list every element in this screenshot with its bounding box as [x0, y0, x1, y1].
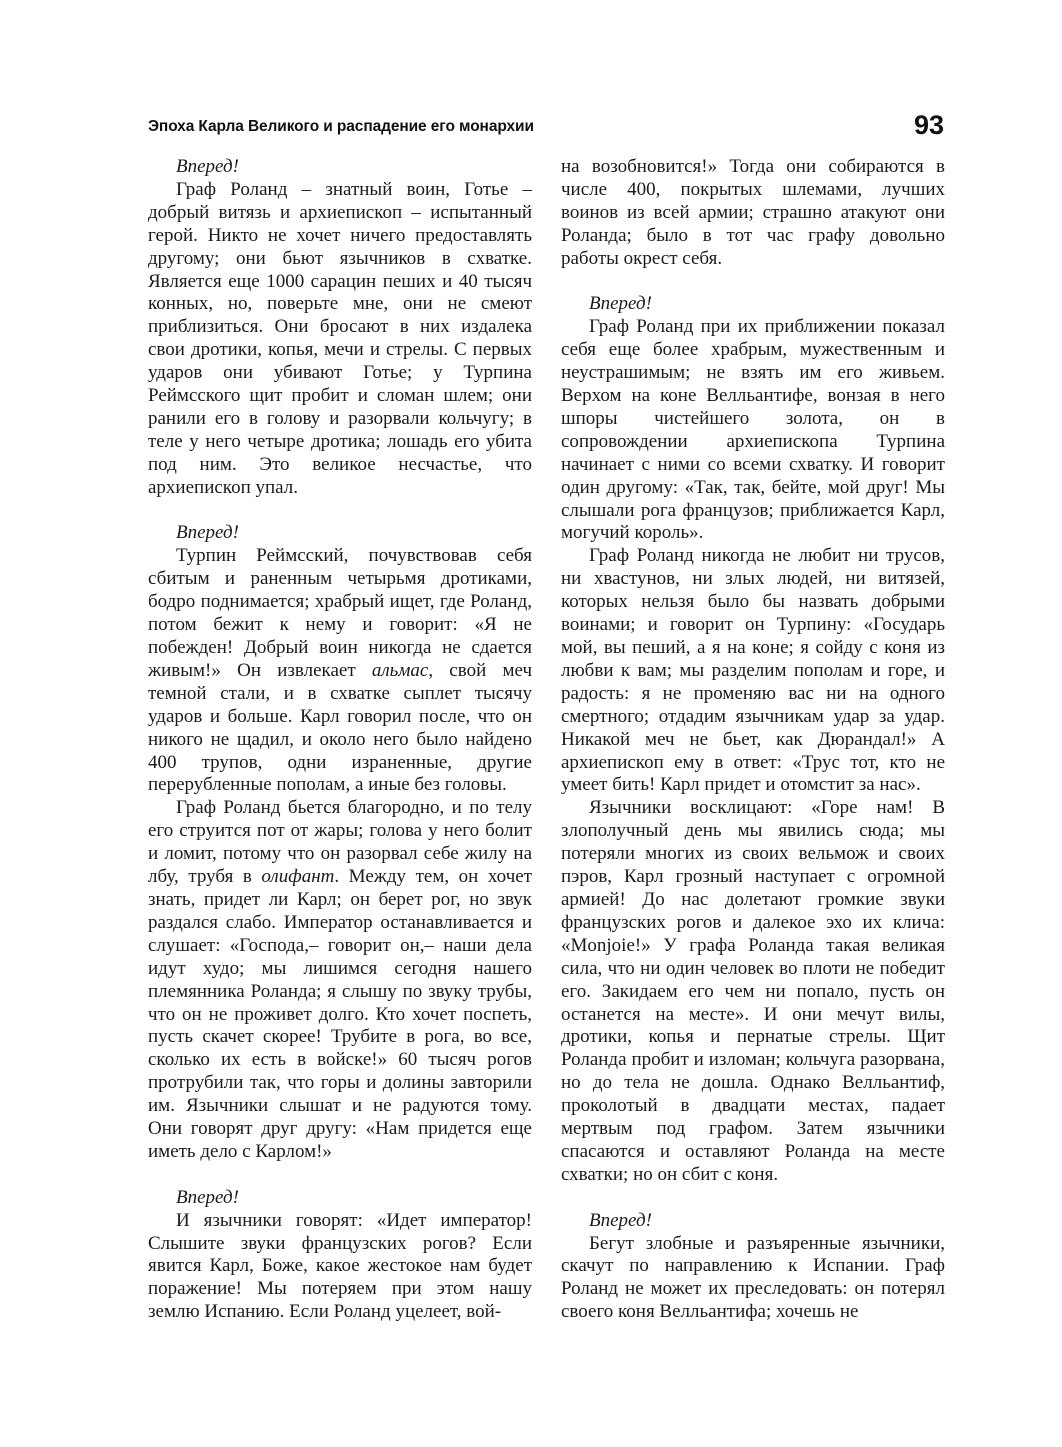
paragraph: Граф Роланд никогда не любит ни трусов, ни хвастунов, ни злых людей, ни витязей, которых нельзя было бы назвать добрыми воинами; и говорит он Турпину: «Государь мой, вы пеший, а я на коне; я сойду с коня из любви к вам; мы разделим пополам и горе, и радость: я не променяю вас ни на одного смертного; отдадим язычникам удар за удар. Никакой меч не бьет, как Дюрандал!» А архиепископ ему в ответ: «Трус тот, кто не умеет бить! Карл придет и отомстит за нас».	[561, 545, 945, 796]
paragraph	[148, 545, 532, 797]
italic-term: альмас	[371, 659, 429, 681]
paragraph: И язычники говорят: «Идет император! Слышите звуки французских рогов? Если явится Карл, Боже, какое жестокое нам будет поражение! Мы потеряем при этом нашу землю Испанию. Если Роланд уцелеет, вой-	[148, 1209, 532, 1323]
paragraph-gap	[148, 1164, 532, 1187]
refrain: Вперед!	[176, 1186, 239, 1208]
refrain: Вперед!	[589, 1209, 652, 1231]
paragraph-gap	[148, 500, 532, 523]
page-number: 93	[913, 110, 944, 140]
paragraph-text: Турпин Реймсский, почувствовав себя сбитым и раненным четырьмя дротиками, бодро поднимается; храбрый ищет, где Роланд, потом бежит к нему и говорит: «Я не побежден! Добрый воин никогда не сдается живым!» Он извлекает	[148, 545, 532, 681]
paragraph	[148, 797, 532, 1164]
paragraph-continued: на возобновится!» Тогда они собираются в числе 400, покрытых шлемами, лучших воинов из всей армии; страшно атакуют они Роланда; было в тот час графу довольно работы окрест себя.	[561, 156, 945, 269]
paragraph-text: Граф Роланд бьется благородно, и по телу его струится пот от жары; голова у него болит и ломит, потому что он разорвал себе жилу на лбу, трубя в	[148, 797, 532, 888]
right-column	[561, 156, 945, 1324]
refrain: Вперед!	[176, 156, 239, 177]
left-column	[148, 156, 532, 1324]
paragraph: Язычники восклицают: «Горе нам! В злополучный день мы явились сюда; мы потеряли многих из своих вельмож и своих пэров, Карл грозный наступает с огромной армией! До нас долетают громкие звуки французских рогов и далекое эхо их клича: «Monjoie!» У графа Роланда такая великая сила, что ни один человек во плоти не победит его. Закидаем его чем ни попало, пусть он останется на месте». И они мечут вилы, дротики, копья и пернатые стрелы. Щит Роланда пробит и изломан; кольчуга разорвана, но до тела не дошла. Однако Велльантиф, проколотый в двадцати местах, падает мертвым под графом. Затем язычники спасаются и оставляют Роланда на месте схватки; но он сбит с коня.	[561, 797, 945, 1185]
page-header	[148, 110, 944, 146]
paragraph: Бегут злобные и разъяренные язычники, скачут по направлению к Испании. Граф Роланд не может их преследовать: он потерял своего коня Велльантифа; хочешь не	[561, 1232, 945, 1323]
paragraph-text: , свой меч темной стали, и в схватке сыплет тысячу ударов и больше. Карл говорил после, что он никого не щадил, и около него было найдено 400 трупов, одни израненные, другие перерубленные пополам, а иные без головы.	[148, 659, 533, 796]
refrain: Вперед!	[589, 293, 652, 315]
paragraph-gap	[561, 1187, 945, 1210]
paragraph-gap	[561, 271, 945, 294]
refrain: Вперед!	[176, 522, 239, 544]
italic-term: олифант	[261, 866, 335, 888]
paragraph-text: . Между тем, он хочет знать, придет ли Карл; он берет рог, но звук раздался слабо. Император останавливается и слушает: «Господа,– говорит он,– наши дела идут худо; мы лишимся сегодня нашего племянника Роланда; я слышу по звуку трубы, что он не проживет долго. Кто хочет поспеть, пусть скачет скорее! Трубите в рога, во все, сколько их есть в войске!» 60 тысяч рогов протрубили так, что горы и долины завторили им. Язычники слышат и не радуются тому. Они говорят друг другу: «Нам придется еще иметь дело с Карлом!»	[148, 866, 532, 1162]
paragraph: Граф Роланд при их приближении показал себя еще более храбрым, мужественным и неустрашимым; не взять им его живьем. Верхом на коне Велльантифе, вонзая в него шпоры чистейшего золота, он в сопровождении архиепископа Турпина начинает с ними со всеми схватку. И говорит один другому: «Так, так, бейте, мой друг! Мы слышали рога французов; приближается Карл, могучий король».	[561, 316, 945, 544]
running-title: Эпоха Карла Великого и распадение его монархии	[148, 118, 534, 135]
paragraph: Граф Роланд – знатный воин, Готье – добрый витязь и архиепископ – испытанный герой. Никто не хочет ничего предоставлять другому; они бьют язычников в схватке. Является еще 1000 сарацин пеших и 40 тысяч конных, но, поверьте мне, они не смеют приблизиться. Они бросают в них издалека свои дротики, копья, мечи и стрелы. С первых ударов они убивают Готье; у Турпина Реймсского щит пробит и сломан шлем; они ранили его в голову и разорвали кольчугу; в теле у него четыре дротика; лошадь его убита под ним. Это великое несчастье, что архиепископ упал.	[148, 178, 532, 498]
